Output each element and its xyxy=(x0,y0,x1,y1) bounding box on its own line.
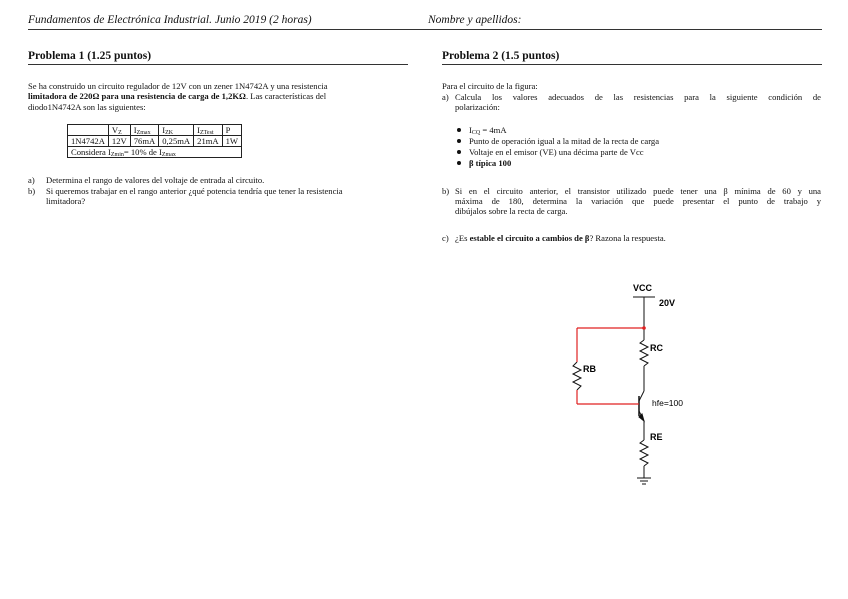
rc-resistor xyxy=(640,340,648,366)
table-header-cell: $I_{ZTest}$ xyxy=(194,125,222,136)
question-line: Si queremos trabajar en el rango anterior ¿qué potencia tendría que tener la resistencia xyxy=(46,185,343,196)
re-label: RE xyxy=(650,432,663,442)
part-b-line: Si en el circuito anterior, el transistor utilizado puede tener una β mínima de 60 y una xyxy=(455,185,821,196)
table-cell: 1W xyxy=(222,136,241,147)
bullet-beta: β típica 100 xyxy=(457,158,511,168)
problem1-intro-line3: diodo1N4742A son las siguientes: xyxy=(28,101,146,112)
table-cell: 0,25mA xyxy=(159,136,194,147)
question-text: Determina el rango de valores del voltaje de entrada al circuito. xyxy=(46,175,265,185)
part-a-line: Calcula los valores adecuados de las resistencias para la siguiente condición de xyxy=(455,91,821,102)
table-note: Considera $I_{Zmin}= 10\%$ de $I_{Zmax}$ xyxy=(68,147,242,158)
part-c-label: c) xyxy=(442,233,449,243)
problem1-intro-line1: Se ha construido un circuito regulador de 12V con un zener 1N4742A y una resistencia xyxy=(28,81,328,91)
table-header-cell: $I_{Zmax}$ xyxy=(130,125,158,136)
rb-resistor xyxy=(573,362,581,390)
part-b-label: b) xyxy=(442,185,450,196)
bullet-icq: $I_{CQ} = 4mA$ xyxy=(457,125,507,135)
problem1-title: Problema 1 (1.25 puntos) xyxy=(28,50,152,62)
part-a-label: a) xyxy=(442,91,449,102)
bullet-operating-point: Punto de operación igual a la mitad de la recta de carga xyxy=(457,136,659,146)
hfe-label: hfe=100 xyxy=(652,398,683,408)
table-cell: 21mA xyxy=(194,136,222,147)
part-a-line: polarización: xyxy=(455,101,500,112)
problem2-title: Problema 2 (1.5 puntos) xyxy=(442,50,560,62)
table-cell: 76mA xyxy=(130,136,158,147)
table-header-cell: P xyxy=(222,125,241,136)
question-label: a) xyxy=(28,175,35,185)
problem1-intro-rest: . Las características del xyxy=(245,91,327,102)
table-cell: 12V xyxy=(108,136,130,147)
table-header-cell: $I_{ZK}$ xyxy=(159,125,194,136)
name-label: Nombre y apellidos: xyxy=(428,14,522,26)
junction-dot xyxy=(642,326,646,330)
question-line: limitadora? xyxy=(46,195,86,206)
table-cell: 1N4742A xyxy=(68,136,109,147)
vcc-value: 20V xyxy=(659,298,676,308)
part-b-line: máxima de 180, determina la variación que puede presentar el punto de trabajo y xyxy=(455,195,821,206)
problem2-intro: Para el circuito de la figura: xyxy=(442,81,538,91)
re-resistor xyxy=(640,440,648,466)
part-c-text: ¿Es estable el circuito a cambios de β? Razona la respuesta. xyxy=(455,233,666,243)
question-label: b) xyxy=(28,185,36,196)
bullet-emitter-voltage: Voltaje en el emisor (VE) una décima parte de Vcc xyxy=(457,147,644,157)
part-b-line: dibújalos sobre la recta de carga. xyxy=(455,206,568,217)
rc-label: RC xyxy=(650,343,663,353)
rb-label: RB xyxy=(583,364,596,374)
vcc-label: VCC xyxy=(633,283,653,293)
problem1-intro-bold: limitadora de 220Ω para una resistencia de carga de 1,2KΩ xyxy=(28,91,246,102)
table-header-cell: $V_Z$ xyxy=(108,125,130,136)
course-header: Fundamentos de Electrónica Industrial. Junio 2019 (2 horas) xyxy=(28,14,312,26)
